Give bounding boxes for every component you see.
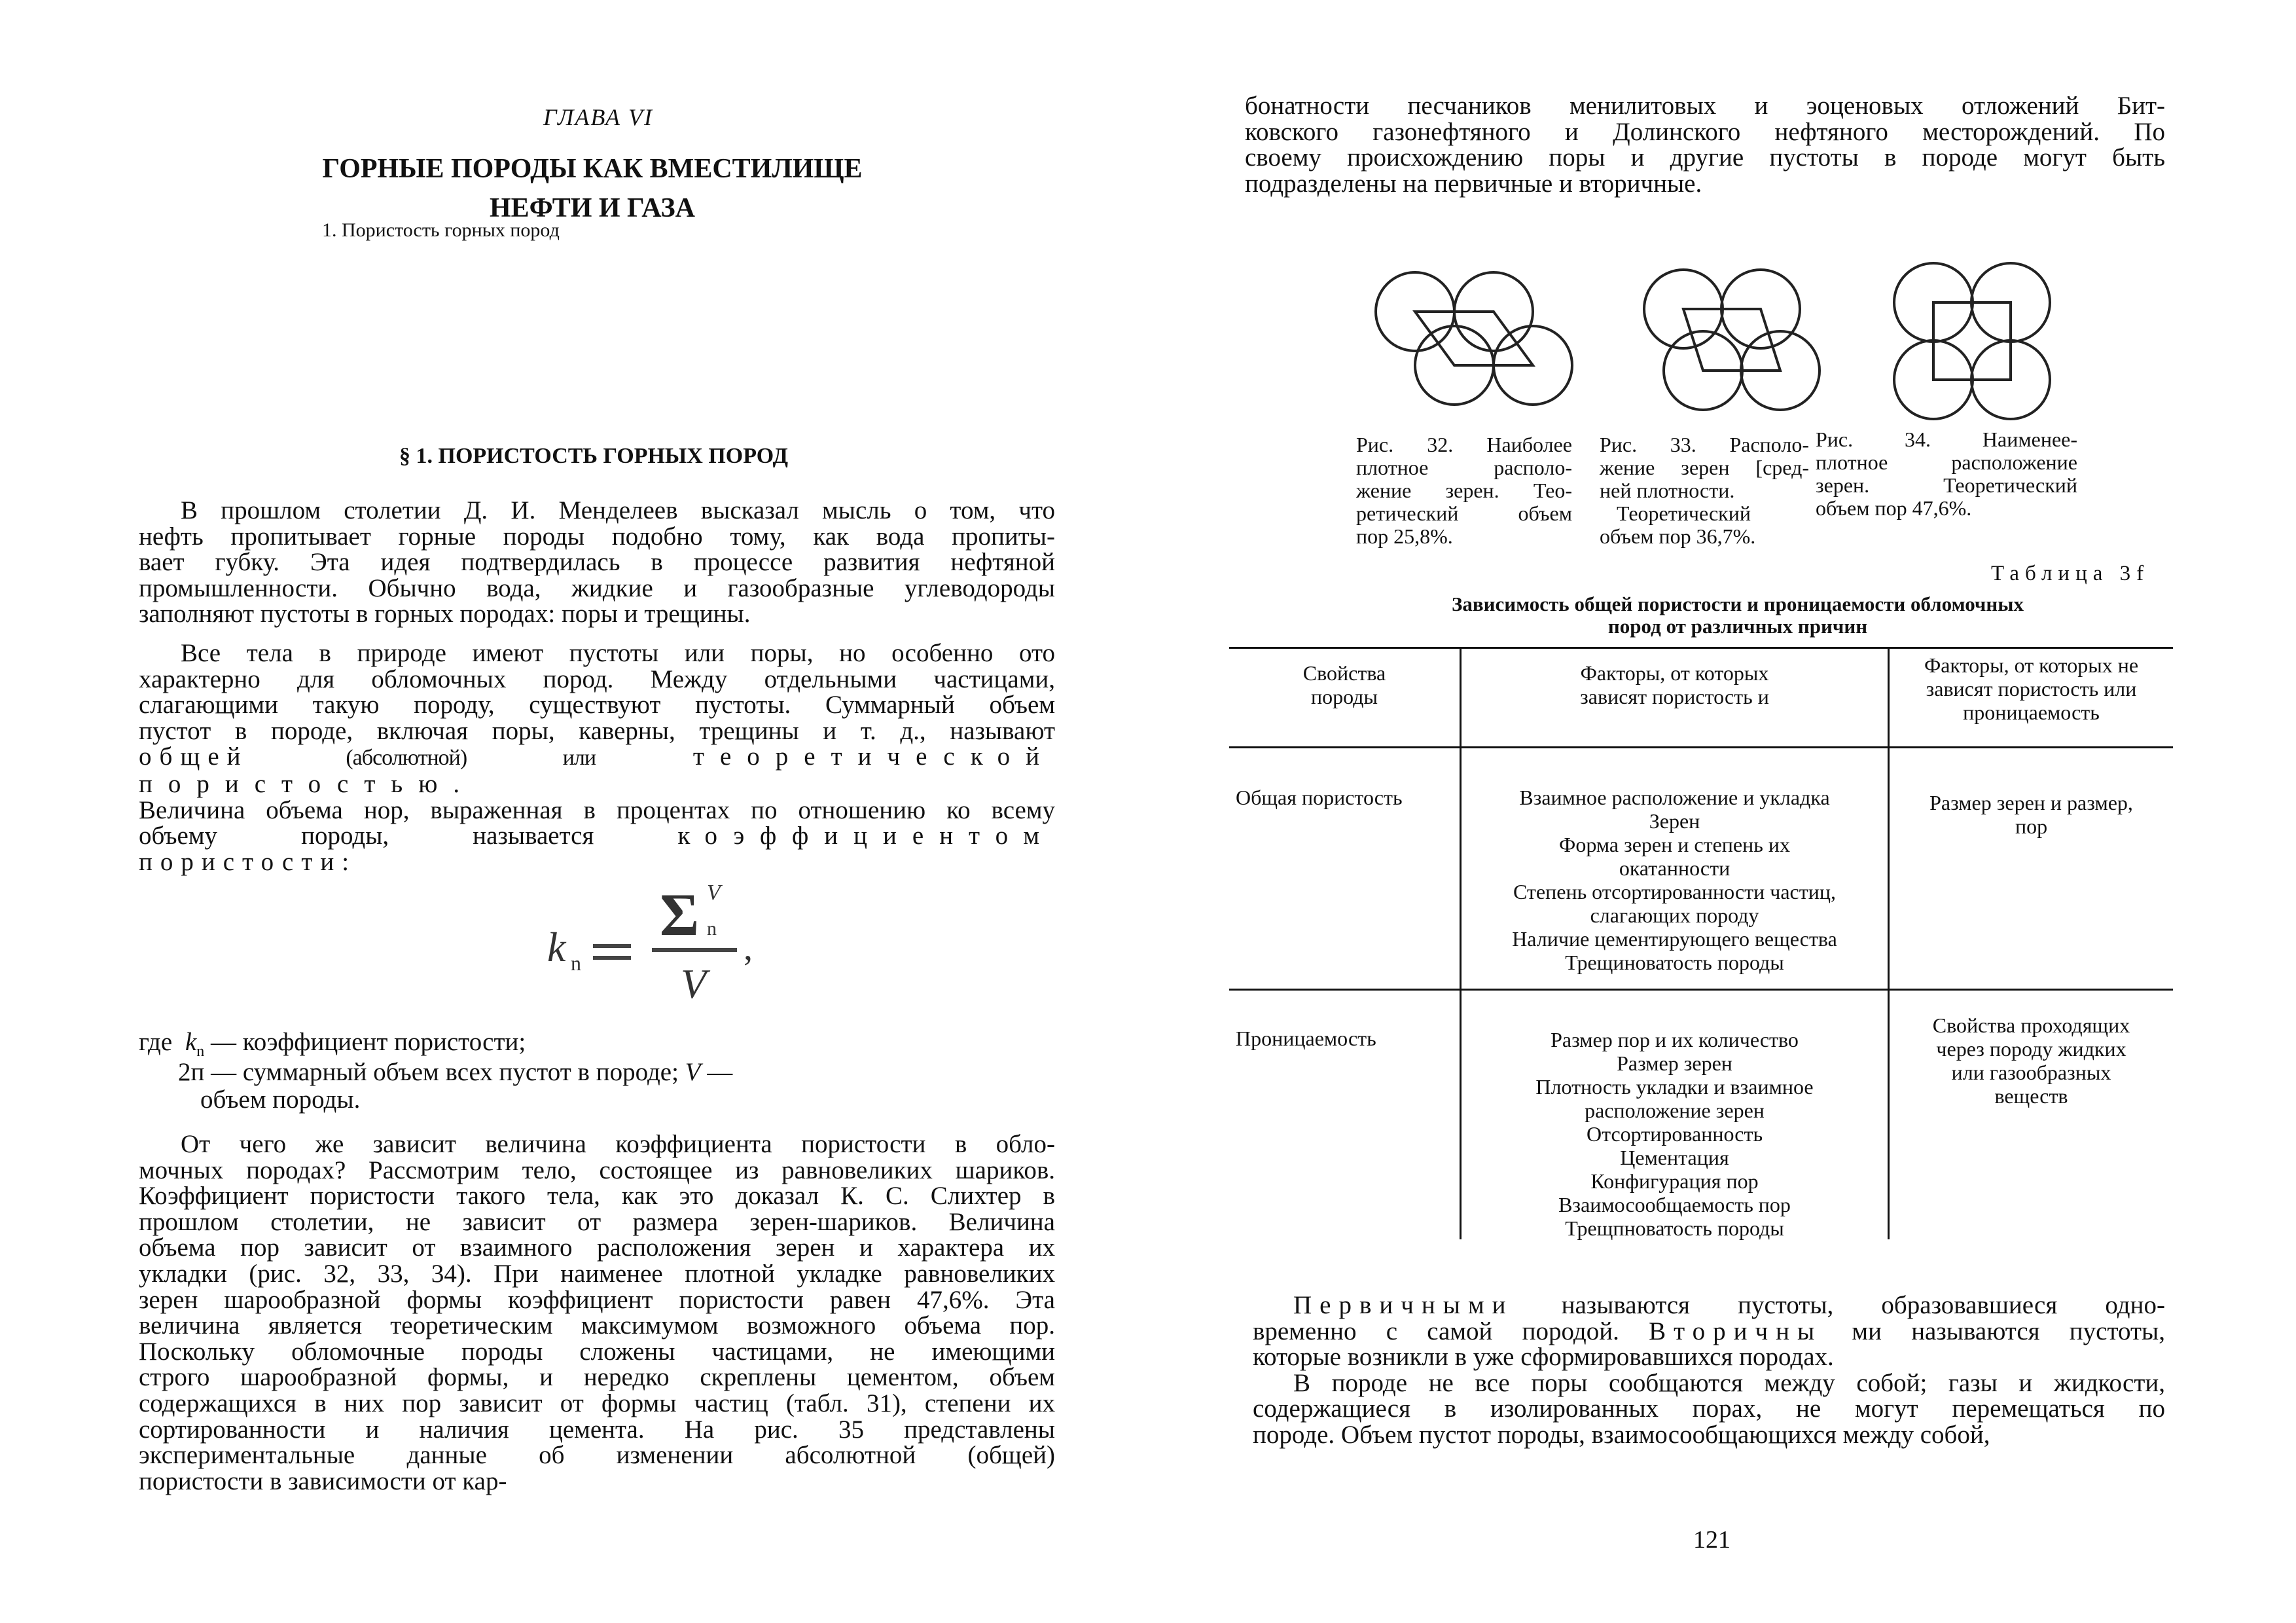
right-page xyxy=(1148,0,2296,1623)
table-cell-line: Конфигурация пор xyxy=(1590,1169,1759,1193)
text-line: нефть пропитывает горные породы подобно тому, как вода пропиты- xyxy=(139,522,1055,551)
table-header-line: проницаемость xyxy=(1963,701,2100,724)
formula-sum-sup: V xyxy=(707,881,721,905)
text-fragment: породы, xyxy=(301,822,389,850)
table-cell-line: пор xyxy=(2015,814,2048,838)
formula-denominator: V xyxy=(681,960,707,1007)
table-cell-line: Цементация xyxy=(1620,1146,1729,1169)
paragraph-primary-secondary xyxy=(1253,1292,2165,1448)
table-row-depends xyxy=(1462,1028,1888,1240)
table-cell-line: Плотность укладки и взаимное xyxy=(1535,1075,1814,1099)
text-line: которые возникли в уже сформировавшихся породах. xyxy=(1253,1343,1834,1372)
text-line: содержащиеся в изолированных порах, не могут перемещаться по xyxy=(1253,1395,2165,1423)
table-cell-line: расположение зерен xyxy=(1585,1099,1765,1122)
text-line: содержащихся в них пор зависит от формы частиц (табл. 31), степени их xyxy=(139,1389,1055,1417)
figure-32-caption xyxy=(1356,433,1572,548)
text-line: заполняют пустоты в горных породах: поры и трещины. xyxy=(139,600,751,629)
text-line xyxy=(139,823,1055,849)
formula-lhs-sub: n xyxy=(571,951,581,975)
text-fragment: временно с самой породой. xyxy=(1253,1317,1619,1345)
table-header-line: Факторы, от которых xyxy=(1580,661,1769,685)
caption-line: Рис. 34. Наименее- xyxy=(1816,428,2077,451)
table-header-cell xyxy=(1229,661,1460,708)
text-fragment: (абсолютной) или xyxy=(346,746,596,771)
text-fragment: — коэффициент пористости; xyxy=(211,1028,526,1056)
table-header-cell xyxy=(1462,661,1888,708)
figure-32-densest-packing xyxy=(1368,261,1584,418)
text-fragment: называются пустоты, образовавшиеся одно- xyxy=(1561,1291,2165,1319)
text-line: величина является теоретическим максимумом возможного объема пор. xyxy=(139,1311,1055,1340)
table-cell-line: Степень отсортированности частиц, xyxy=(1513,880,1836,903)
table-header-line: зависят пористость и xyxy=(1580,685,1769,708)
text-line: бонатности песчаников менилитовых и эоценовых отложений Бит- xyxy=(1245,92,2165,120)
equals-bar xyxy=(593,956,631,960)
text-line xyxy=(1253,1292,2165,1319)
table-cell-line: Взаимосообщаемость пор xyxy=(1558,1193,1791,1216)
spaced-term: пористости: xyxy=(139,847,357,876)
text-line: В прошлом столетии Д. И. Менделеев высказал мысль о том, что xyxy=(181,496,1055,524)
table-header-line: Свойства xyxy=(1302,661,1386,685)
text-line: мочных породах? Рассмотрим тело, состоящее из равновеликих шариков. xyxy=(139,1156,1055,1184)
spaced-term: общей xyxy=(139,742,249,771)
table-cell-line: Свойства проходящих xyxy=(1932,1013,2130,1037)
text-line: промышленности. Обычно вода, жидкие и газообразные углеводороды xyxy=(139,574,1055,602)
formula-sum-sub: n xyxy=(707,918,717,939)
figure-34-caption xyxy=(1816,428,2077,520)
table-cell-line: Трещиноватость породы xyxy=(1565,951,1784,974)
table-column-rule xyxy=(1888,647,1890,1239)
caption-line: плотное располо- xyxy=(1356,456,1572,479)
chapter-label: ГЛАВА VI xyxy=(543,104,653,130)
text-line: зерен шарообразной формы коэффициент пористости равен 47,6%. Эта xyxy=(139,1285,1055,1314)
page-number: 121 xyxy=(1693,1526,1731,1554)
table-header-line: Факторы, от которых не xyxy=(1924,653,2139,677)
chapter-title-line: НЕФТИ И ГАЗА xyxy=(490,193,695,223)
caption-line: объем пор 47,6%. xyxy=(1816,496,1972,520)
figure-34-cubic-packing xyxy=(1885,254,2060,427)
table-cell-line: или газообразных xyxy=(1951,1061,2111,1084)
table-cell-line: Зерен xyxy=(1649,809,1700,833)
formula-legend xyxy=(178,1059,732,1085)
text-line: слагающими такую породу, существуют пустоты. Суммарный объем xyxy=(139,691,1055,720)
table-title xyxy=(1302,593,2173,638)
section-heading: § 1. ПОРИСТОСТЬ ГОРНЫХ ПОРОД xyxy=(399,444,788,468)
text-line: Поскольку обломочные породы сложены частицами, не имеющими xyxy=(139,1337,1055,1366)
porosity-permeability-table xyxy=(1229,647,2173,1239)
text-line: характерно для обломочных пород. Между отдельными частицами, xyxy=(139,665,1055,693)
table-cell-line: Взаимное расположение и укладка xyxy=(1519,786,1830,809)
text-line: пустот в породе, включая поры, каверны, трещины и т. д., называют xyxy=(139,716,1055,745)
table-rule xyxy=(1229,647,2173,649)
chapter-title xyxy=(295,149,890,228)
text-line: укладки (рис. 32, 33, 34). При наименее плотной укладке равновеликих xyxy=(139,1259,1055,1288)
variable: k xyxy=(185,1028,197,1056)
caption-line: ней плотности. xyxy=(1600,479,1735,502)
text-line: строго шарообразной формы, и нередко скреплены цементом, объем xyxy=(139,1363,1055,1392)
table-cell-line: Размер зерен xyxy=(1617,1051,1732,1075)
caption-line: Рис. 33. Располо- xyxy=(1600,433,1809,456)
table-cell-line: слагающих породу xyxy=(1590,903,1759,927)
table-cell-line: Отсортированность xyxy=(1586,1122,1763,1146)
table-row-independent xyxy=(1890,1013,2173,1108)
table-title-line: Зависимость общей пористости и проницаемости обломочных xyxy=(1452,593,2024,615)
text-line: Величина объема нор, выраженная в процентах по отношению ко всему xyxy=(139,795,1055,824)
spaced-term: Вторичны xyxy=(1649,1317,1823,1345)
text-line: подразделены на первичные и вторичные. xyxy=(1245,169,1702,198)
spaced-term: коэффициентом xyxy=(677,822,1056,850)
table-cell-line: через породу жидких xyxy=(1936,1037,2126,1061)
table-cell-line: веществ xyxy=(1994,1084,2068,1108)
variable: V xyxy=(685,1058,701,1086)
text-fragment: — xyxy=(707,1058,733,1086)
table-title-line: пород от различных причин xyxy=(1607,615,1868,638)
paragraph-porosity-factors xyxy=(139,1131,1055,1494)
table-cell-line: Трещпноватость породы xyxy=(1565,1216,1784,1240)
formula-sum: Σ xyxy=(660,881,700,948)
formula-lhs: k xyxy=(547,924,566,970)
table-cell-line: окатанности xyxy=(1619,856,1731,880)
text-line: объема пор зависит от взаимного расположения зерен и характера их xyxy=(139,1233,1055,1262)
table-row-independent xyxy=(1890,791,2173,838)
paragraph-porosity-definition xyxy=(139,640,1055,875)
table-cell-line: Форма зерен и степень их xyxy=(1559,833,1790,856)
text-line: От чего же зависит величина коэффициента пористости в обло- xyxy=(181,1130,1055,1158)
caption-line: зерен. Теоретический xyxy=(1816,473,2077,497)
figure-33-caption xyxy=(1600,433,1809,548)
variable-sub: n xyxy=(196,1042,205,1060)
caption-line: Теоретический xyxy=(1617,501,1751,525)
text-fragment: объему xyxy=(139,822,218,850)
text-fragment: ми называются пустоты, xyxy=(1852,1317,2166,1345)
fraction-bar xyxy=(652,948,737,952)
text-line: сортированности и наличия цемента. На рис. 35 представлены xyxy=(139,1415,1055,1444)
text-line: вает губку. Эта идея подтвердилась в процессе развития нефтяной xyxy=(139,548,1055,577)
table-header-line: зависят пористость или xyxy=(1926,677,2137,701)
spaced-term: Первичными xyxy=(1293,1291,1514,1319)
table-cell-line: Размер зерен и размер, xyxy=(1929,791,2133,814)
text-line: Коэффициент пористости такого тела, как это доказал К. С. Слихтер в xyxy=(139,1182,1055,1211)
text-fragment: где xyxy=(139,1028,173,1056)
table-rule xyxy=(1229,746,2173,748)
caption-line: объем пор 36,7%. xyxy=(1600,524,1756,548)
text-line: ковского газонефтяного и Долинского нефтяного месторождений. По xyxy=(1245,117,2165,146)
text-line: пористости в зависимости от кар- xyxy=(139,1467,507,1495)
caption-line: жение зерен [сред- xyxy=(1600,456,1809,479)
figure-33-medium-packing xyxy=(1635,259,1831,422)
paragraph-continuation xyxy=(1245,93,2165,196)
table-row-property: Проницаемость xyxy=(1236,1027,1376,1050)
table-row-depends xyxy=(1462,786,1888,974)
caption-line: жение зерен. Тео- xyxy=(1356,479,1572,502)
table-cell-line: Наличие цементирующего вещества xyxy=(1512,927,1837,951)
equals-bar xyxy=(593,944,631,948)
table-row-property: Общая пористость xyxy=(1236,786,1403,809)
porosity-formula xyxy=(535,877,810,1008)
table-label: Таблица 3f xyxy=(1991,562,2150,585)
table-rule xyxy=(1229,989,2173,991)
text-line: Все тела в природе имеют пустоты или поры, но особенно ото xyxy=(181,639,1055,667)
text-line: породе. Объем пустот породы, взаимосообщающихся между собой, xyxy=(1253,1420,1990,1449)
text-line: своему происхождению поры и другие пустоты в породе могут быть xyxy=(1245,143,2165,172)
caption-line: Рис. 32. Наиболее xyxy=(1356,433,1572,456)
table-header-line: породы xyxy=(1311,685,1378,708)
formula-legend: объем породы. xyxy=(200,1085,361,1114)
table-cell-line: Размер пор и их количество xyxy=(1551,1028,1799,1051)
spaced-term: теоретической пористостью. xyxy=(139,742,1056,798)
text-line: прошлом столетии, не зависит от размера зерен-шариков. Величина xyxy=(139,1207,1055,1236)
text-fragment: называется xyxy=(473,822,594,850)
paragraph-intro xyxy=(139,498,1055,627)
text-line: экспериментальные данные об изменении абсолютной (общей) xyxy=(139,1441,1055,1470)
chapter-subtitle: 1. Пористость горных пород xyxy=(322,219,560,241)
caption-line: плотное расположение xyxy=(1816,450,2077,474)
text-line xyxy=(139,744,1055,797)
caption-line: пор 25,8%. xyxy=(1356,524,1453,548)
formula-trail: , xyxy=(744,928,753,968)
text-line xyxy=(1253,1319,2165,1345)
table-header-cell xyxy=(1890,653,2173,724)
chapter-title-line: ГОРНЫЕ ПОРОДЫ КАК ВМЕСТИЛИЩЕ xyxy=(322,154,863,184)
text-line: В породе не все поры сообщаются между собой; газы и жидкости, xyxy=(1293,1368,2165,1397)
text-fragment: 2п — суммарный объем всех пустот в породе; xyxy=(178,1058,679,1086)
caption-line: ретический объем xyxy=(1356,501,1572,525)
